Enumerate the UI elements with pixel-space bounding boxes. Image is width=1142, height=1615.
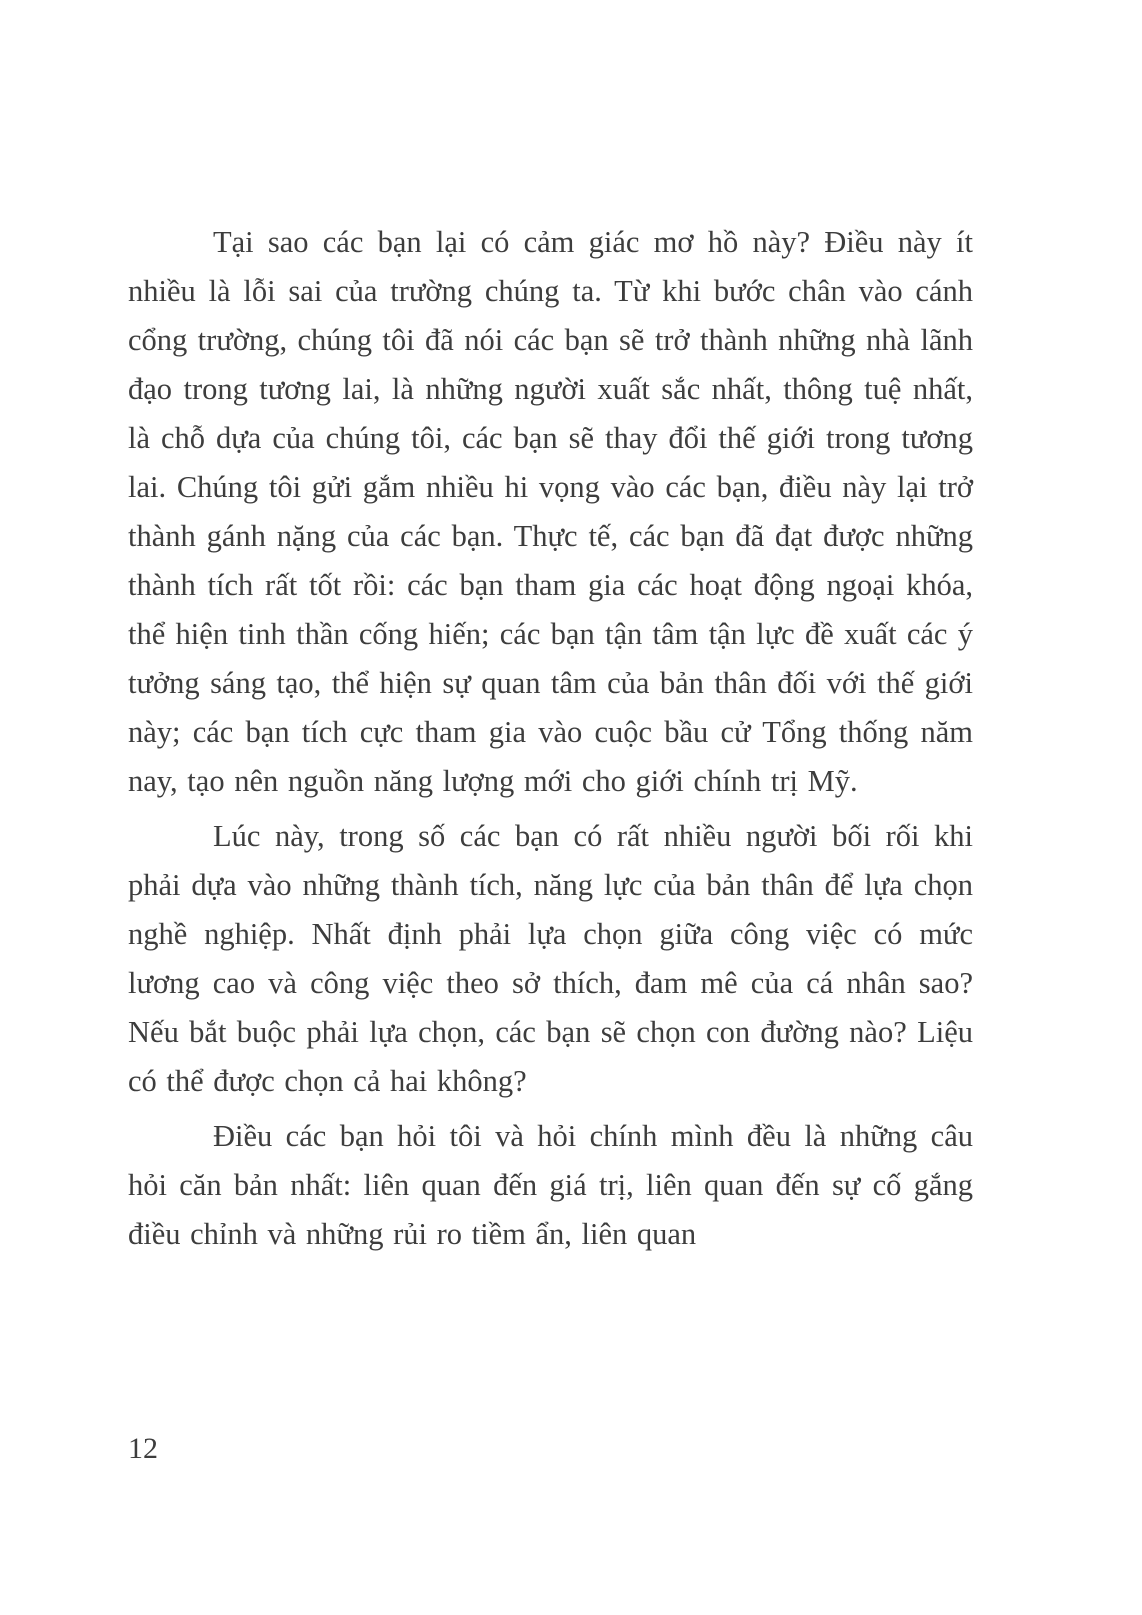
paragraph-2: Lúc này, trong số các bạn có rất nhiều người bối rối khi phải dựa vào những thành tích, năng lực của bản thân để lựa chọn nghề nghiệp. Nhất định phải lựa chọn giữa công việc có mức lương cao và công việc theo sở thích, đam mê của cá nhân sao? Nếu bắt buộc phải lựa chọn, các bạn sẽ chọn con đường nào? Liệu có thể được chọn cả hai không? xyxy=(128,819,973,1098)
page-text-block xyxy=(128,218,973,1265)
paragraph-3: Điều các bạn hỏi tôi và hỏi chính mình đều là những câu hỏi căn bản nhất: liên quan đến giá trị, liên quan đến sự cố gắng điều chỉnh và những rủi ro tiềm ẩn, liên quan xyxy=(128,1119,973,1251)
page-number: 12 xyxy=(128,1432,158,1465)
paragraph-1: Tại sao các bạn lại có cảm giác mơ hồ này? Điều này ít nhiều là lỗi sai của trường chúng ta. Từ khi bước chân vào cánh cổng trường, chúng tôi đã nói các bạn sẽ trở thành những nhà lãnh đạo trong tương lai, là những người xuất sắc nhất, thông tuệ nhất, là chỗ dựa của chúng tôi, các bạn sẽ thay đổi thế giới trong tương lai. Chúng tôi gửi gắm nhiều hi vọng vào các bạn, điều này lại trở thành gánh nặng của các bạn. Thực tế, các bạn đã đạt được những thành tích rất tốt rồi: các bạn tham gia các hoạt động ngoại khóa, thể hiện tinh thần cống hiến; các bạn tận tâm tận lực đề xuất các ý tưởng sáng tạo, thể hiện sự quan tâm của bản thân đối với thế giới này; các bạn tích cực tham gia vào cuộc bầu cử Tổng thống năm nay, tạo nên nguồn năng lượng mới cho giới chính trị Mỹ. xyxy=(128,225,973,798)
